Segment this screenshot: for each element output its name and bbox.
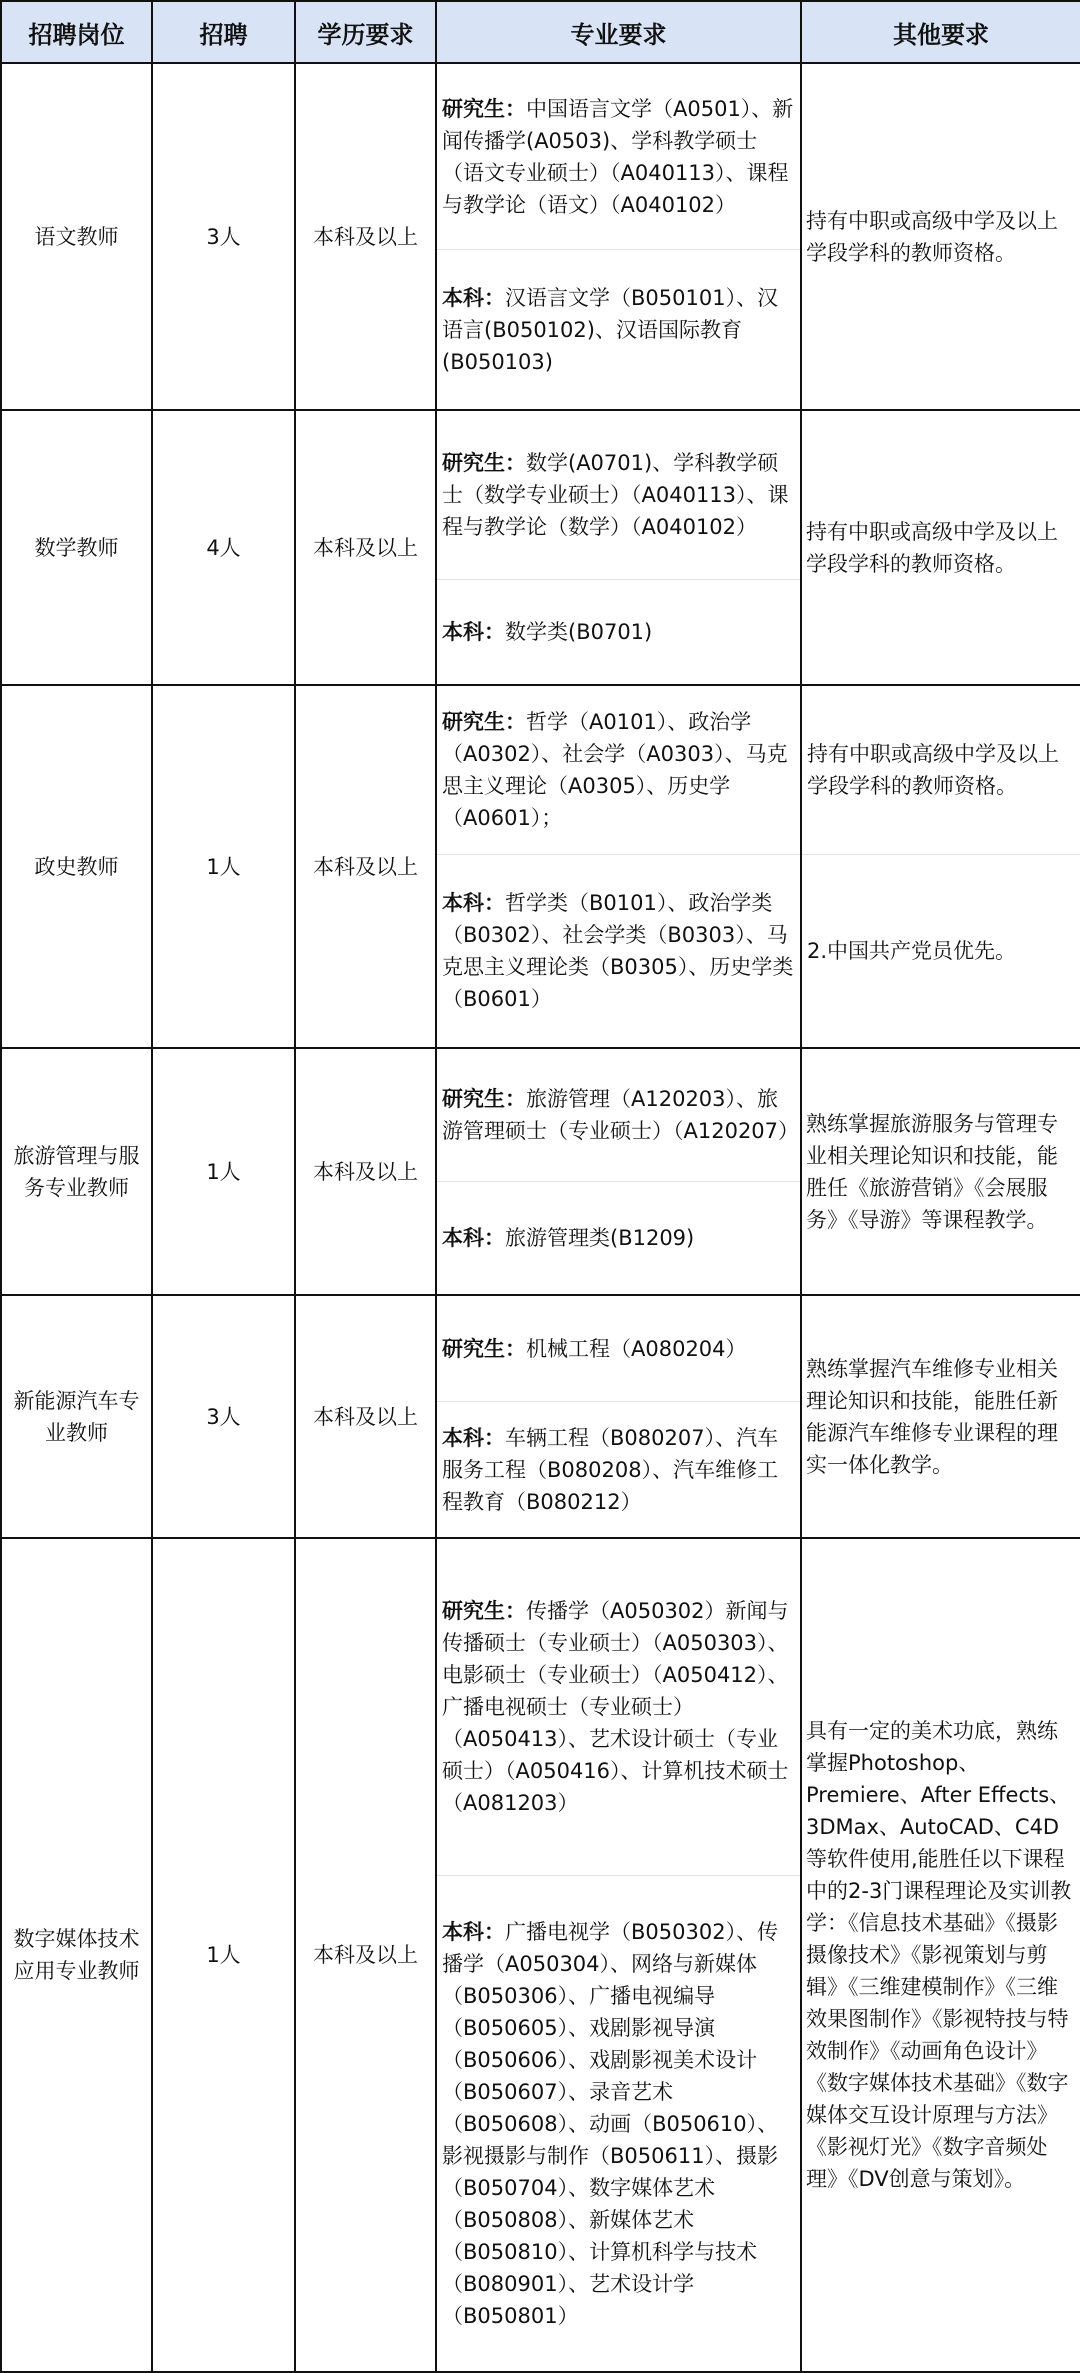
table-row bbox=[1, 1048, 1080, 1295]
ug-major bbox=[437, 249, 800, 409]
count-cell: 1人 bbox=[152, 1538, 295, 2372]
grad-text: 中国语言文学（A0501）、新闻传播学(A0503)、学科教学硕士（语文专业硕士）（A040113）、课程与教学论（语文）（A040102） bbox=[442, 96, 794, 217]
ug-text: 车辆工程（B080207）、汽车服务工程（B080208）、汽车维修工程教育（B080212） bbox=[442, 1425, 779, 1514]
position-cell: 语文教师 bbox=[1, 63, 152, 410]
count-cell: 4人 bbox=[152, 410, 295, 685]
header-count: 招聘 bbox=[152, 1, 295, 63]
header-major: 专业要求 bbox=[436, 1, 801, 63]
grad-major bbox=[437, 686, 800, 854]
grad-major bbox=[437, 411, 800, 579]
header-position: 招聘岗位 bbox=[1, 1, 152, 63]
other-requirement: 持有中职或高级中学及以上学段学科的教师资格。 bbox=[807, 742, 1059, 798]
ug-major bbox=[437, 579, 800, 684]
ug-text: 汉语言文学（B050101）、汉语言(B050102)、汉语国际教育(B050103) bbox=[442, 285, 779, 374]
table-row bbox=[1, 685, 1080, 1048]
ug-label: 本科： bbox=[442, 1226, 505, 1250]
position-cell: 政史教师 bbox=[1, 685, 152, 1048]
grad-label: 研究生： bbox=[442, 1599, 526, 1623]
education-cell: 本科及以上 bbox=[295, 1048, 436, 1295]
ug-label: 本科： bbox=[442, 891, 505, 915]
ug-text: 广播电视学（B050302）、传播学（A050304）、网络与新媒体（B050306）、广播电视编导（B050605）、戏剧影视导演（B050606）、戏剧影视美术设计（B050607）、录音艺术（B050608）、动画（B050610）、影视摄影与制作（B050611）、摄影（B050704）、数字媒体艺术（B050808）、新媒体艺术（B050810）、计算机科学与技术（B080901）、艺术设计学（B050801） bbox=[442, 1919, 779, 2328]
header-other: 其他要求 bbox=[801, 1, 1080, 63]
grad-text: 旅游管理（A120203）、旅游管理硕士（专业硕士）（A120207） bbox=[442, 1087, 800, 1143]
major-cell bbox=[436, 410, 801, 685]
table-row bbox=[1, 63, 1080, 410]
other-cell bbox=[801, 685, 1080, 1048]
ug-text: 旅游管理类(B1209) bbox=[505, 1226, 695, 1250]
grad-text: 传播学（A050302）新闻与传播硕士（专业硕士）（A050303）、电影硕士（专业硕士）（A050412）、广播电视硕士（专业硕士）（A050413）、艺术设计硕士（专业硕士）（A050416）、计算机技术硕士（A081203） bbox=[442, 1599, 789, 1815]
count-cell: 1人 bbox=[152, 685, 295, 1048]
grad-label: 研究生： bbox=[442, 710, 526, 734]
position-cell: 新能源汽车专业教师 bbox=[1, 1295, 152, 1538]
other-cell: 具有一定的美术功底，熟练掌握Photoshop、Premiere、After Effects、3DMax、AutoCAD、C4D等软件使用,能胜任以下课程中的2-3门课程理论及实训教学：《信息技术基础》《摄影摄像技术》《影视策划与剪辑》《三维建模制作》《三维效果图制作》《影视特技与特效制作》《动画角色设计》《数字媒体技术基础》《数字媒体交互设计原理与方法》《影视灯光》《数字音频处理》《DV创意与策划》。 bbox=[801, 1538, 1080, 2372]
other-cell: 持有中职或高级中学及以上学段学科的教师资格。 bbox=[801, 63, 1080, 410]
position-cell: 数字媒体技术应用专业教师 bbox=[1, 1538, 152, 2372]
other-cell: 持有中职或高级中学及以上学段学科的教师资格。 bbox=[801, 410, 1080, 685]
major-cell bbox=[436, 1295, 801, 1538]
major-cell bbox=[436, 1048, 801, 1295]
grad-label: 研究生： bbox=[442, 1087, 526, 1111]
education-cell: 本科及以上 bbox=[295, 1295, 436, 1538]
ug-major bbox=[437, 854, 800, 1047]
header-education: 学历要求 bbox=[295, 1, 436, 63]
count-cell: 1人 bbox=[152, 1048, 295, 1295]
education-cell: 本科及以上 bbox=[295, 1538, 436, 2372]
grad-major bbox=[437, 1049, 800, 1181]
header-row bbox=[1, 1, 1080, 63]
ug-label: 本科： bbox=[442, 285, 505, 310]
ug-label: 本科： bbox=[442, 1919, 505, 1944]
major-cell bbox=[436, 1538, 801, 2372]
ug-text: 哲学类（B0101）、政治学类（B0302）、社会学类（B0303）、马克思主义理论类（B0305）、历史学类（B0601） bbox=[442, 891, 794, 1011]
table-row bbox=[1, 1538, 1080, 2372]
table-row bbox=[1, 410, 1080, 685]
grad-major bbox=[437, 64, 800, 249]
position-cell: 旅游管理与服务专业教师 bbox=[1, 1048, 152, 1295]
count-cell: 3人 bbox=[152, 63, 295, 410]
ug-major bbox=[437, 1875, 800, 2371]
grad-text: 数学(A0701)、学科教学硕士（数学专业硕士）（A040113）、课程与教学论（数学）（A040102） bbox=[442, 451, 789, 539]
education-cell: 本科及以上 bbox=[295, 410, 436, 685]
other-cell: 熟练掌握旅游服务与管理专业相关理论知识和技能，能胜任《旅游营销》《会展服务》《导游》等课程教学。 bbox=[801, 1048, 1080, 1295]
grad-text: 机械工程（A080204） bbox=[526, 1336, 747, 1361]
grad-label: 研究生： bbox=[442, 96, 526, 121]
ug-major bbox=[437, 1401, 800, 1537]
grad-text: 哲学（A0101）、政治学（A0302）、社会学（A0303）、马克思主义理论（A0305）、历史学（A0601）； bbox=[442, 710, 788, 830]
ug-label: 本科： bbox=[442, 620, 505, 644]
count-cell: 3人 bbox=[152, 1295, 295, 1538]
grad-label: 研究生： bbox=[442, 1336, 526, 1361]
ug-label: 本科： bbox=[442, 1425, 505, 1450]
education-cell: 本科及以上 bbox=[295, 685, 436, 1048]
grad-major bbox=[437, 1539, 800, 1875]
other-requirement-2: 2.中国共产党员优先。 bbox=[802, 854, 1080, 1047]
major-cell bbox=[436, 63, 801, 410]
education-cell: 本科及以上 bbox=[295, 63, 436, 410]
ug-text: 数学类(B0701) bbox=[505, 620, 653, 644]
table-row bbox=[1, 1295, 1080, 1538]
grad-major bbox=[437, 1296, 800, 1401]
position-cell: 数学教师 bbox=[1, 410, 152, 685]
other-cell: 熟练掌握汽车维修专业相关理论知识和技能，能胜任新能源汽车维修专业课程的理实一体化教学。 bbox=[801, 1295, 1080, 1538]
major-cell bbox=[436, 685, 801, 1048]
ug-major bbox=[437, 1181, 800, 1294]
grad-label: 研究生： bbox=[442, 451, 526, 475]
